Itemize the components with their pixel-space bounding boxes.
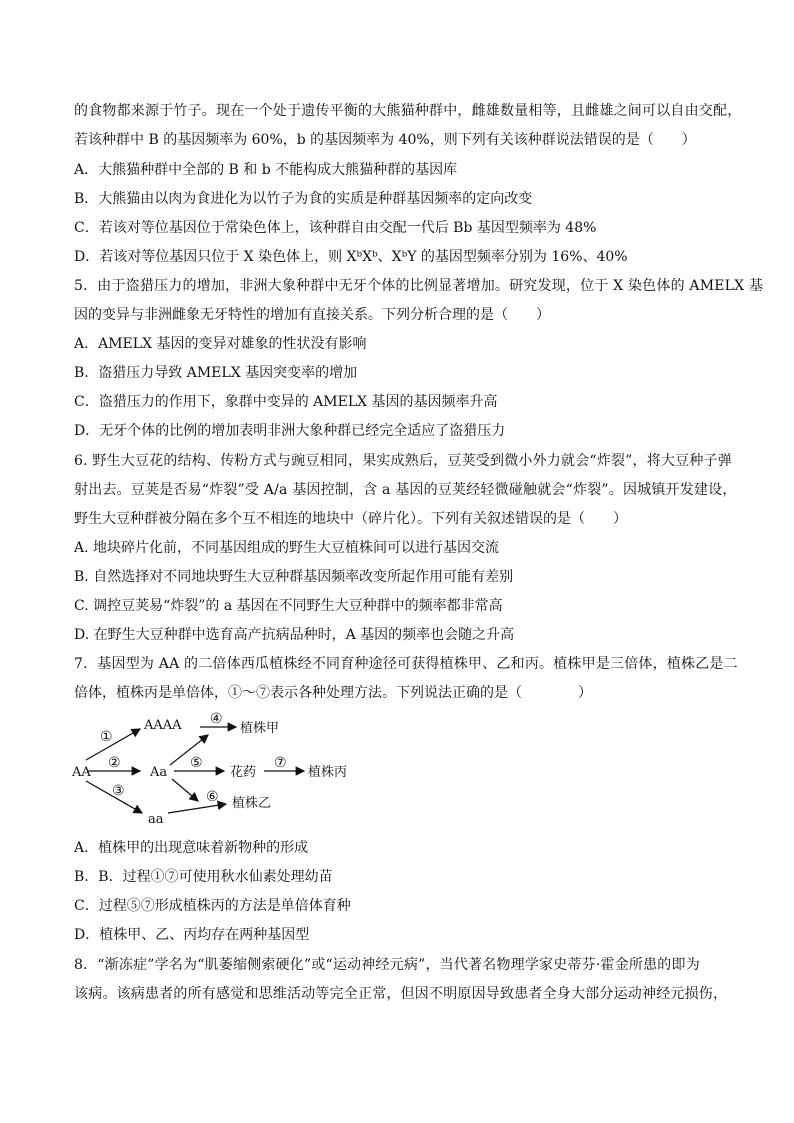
q7-stem-line-2: 倍体，植株丙是单倍体，①～⑦表示各种处理方法。下列说法正确的是（ ） xyxy=(74,685,592,701)
q6-stem-line-2: 射出去。豆荚是否易“炸裂”受 A/a 基因控制，含 a 基因的豆荚经轻微碰触就会“炸裂”。因城镇开发建设， xyxy=(74,482,737,498)
q7-option-a: A．植株甲的出现意味着新物种的形成 xyxy=(74,840,309,856)
step-5-label: ⑤ xyxy=(190,755,203,771)
step-1-label: ① xyxy=(100,729,113,745)
q6-option-d: D. 在野生大豆种群中选育高产抗病品种时，A 基因的频率也会随之升高 xyxy=(74,627,515,643)
step-3-label: ③ xyxy=(112,783,125,799)
q6-stem-line-3: 野生大豆种群被分隔在多个互不相连的地块中（碎片化）。下列有关叙述错误的是（ ） xyxy=(74,511,627,527)
q5-stem-line-1: 5．由于盗猎压力的增加，非洲大象种群中无牙个体的比例显著增加。研究发现，位于 X 染色体的 AMELX 基 xyxy=(74,278,764,294)
node-aaaa: AAAA xyxy=(144,718,182,733)
node-aa-start: AA xyxy=(72,765,91,780)
q7-stem-line-1: 7．基因型为 AA 的二倍体西瓜植株经不同育种途径可获得植株甲、乙和丙。植株甲是三倍体，植株乙是二 xyxy=(74,656,738,672)
node-aa-low: aa xyxy=(148,812,164,827)
q4-option-a: A．大熊猫种群中全部的 B 和 b 不能构成大熊猫种群的基因库 xyxy=(74,162,458,178)
q5-option-b: B．盗猎压力导致 AMELX 基因突变率的增加 xyxy=(74,365,358,381)
q5-option-d: D．无牙个体的比例的增加表明非洲大象种群已经完全适应了盗猎压力 xyxy=(74,423,506,439)
node-plant-bing: 植株丙 xyxy=(308,765,348,780)
arrow-aa-to-yi xyxy=(172,779,198,801)
step-7-label: ⑦ xyxy=(274,755,287,771)
q7-option-d: D．植株甲、乙、丙均存在两种基因型 xyxy=(74,927,310,943)
q4-option-d: D．若该对等位基因只位于 X 染色体上，则 XᵇXᵇ、XᵇY 的基因型频率分别为 16%、40% xyxy=(74,249,628,265)
step-6-label: ⑥ xyxy=(206,789,219,805)
step-2-label: ② xyxy=(108,755,121,771)
q8-stem-line-1: 8．“渐冻症”学名为“肌萎缩侧索硬化”或“运动神经元病”，当代著名物理学家史蒂芬·霍金所患的即为 xyxy=(74,957,700,973)
q7-option-c: C．过程⑤⑦形成植株丙的方法是单倍体育种 xyxy=(74,898,351,914)
q4-option-c: C．若该对等位基因位于常染色体上，该种群自由交配一代后 Bb 基因型频率为 48% xyxy=(74,220,597,236)
q4-stem-line-1: 的食物都来源于竹子。现在一个处于遗传平衡的大熊猫种群中，雌雄数量相等，且雌雄之间可以自由交配， xyxy=(74,103,742,119)
node-aa-mid: Aa xyxy=(150,765,168,780)
q7-option-b: B．B．过程①⑦可使用秋水仙素处理幼苗 xyxy=(74,869,333,885)
q6-option-a: A. 地块碎片化前，不同基因组成的野生大豆植株间可以进行基因交流 xyxy=(74,540,500,556)
q6-stem-line-1: 6. 野生大豆花的结构、传粉方式与豌豆相同，果实成熟后，豆荚受到微小外力就会“炸裂”，将大豆种子弹 xyxy=(74,453,732,469)
arrow-aa-low-to-yi xyxy=(168,804,226,813)
q6-option-b: B. 自然选择对不同地块野生大豆种群基因频率改变所起作用可能有差别 xyxy=(74,569,514,585)
node-plant-jia: 植株甲 xyxy=(240,721,280,736)
q5-option-a: A．AMELX 基因的变异对雄象的性状没有影响 xyxy=(74,336,367,352)
breeding-diagram xyxy=(60,705,380,835)
q8-stem-line-2: 该病。该病患者的所有感觉和思维活动等完全正常，但因不明原因导致患者全身大部分运动神经元损伤， xyxy=(74,986,728,1002)
q4-option-b: B．大熊猫由以肉为食进化为以竹子为食的实质是种群基因频率的定向改变 xyxy=(74,191,533,207)
step-4-label: ④ xyxy=(210,711,223,727)
q4-stem-line-2: 若该种群中 B 的基因频率为 60%，b 的基因频率为 40%，则下列有关该种群说法错误的是（ ） xyxy=(74,132,696,148)
q5-stem-line-2: 因的变异与非洲雌象无牙特性的增加有直接关系。下列分析合理的是（ ） xyxy=(74,307,550,323)
node-plant-yi: 植株乙 xyxy=(232,796,272,811)
q5-option-c: C．盗猎压力的作用下，象群中变异的 AMELX 基因的基因频率升高 xyxy=(74,394,498,410)
node-flower: 花药 xyxy=(230,765,257,780)
q6-option-c: C. 调控豆荚易“炸裂”的 a 基因在不同野生大豆种群中的频率都非常高 xyxy=(74,598,503,614)
